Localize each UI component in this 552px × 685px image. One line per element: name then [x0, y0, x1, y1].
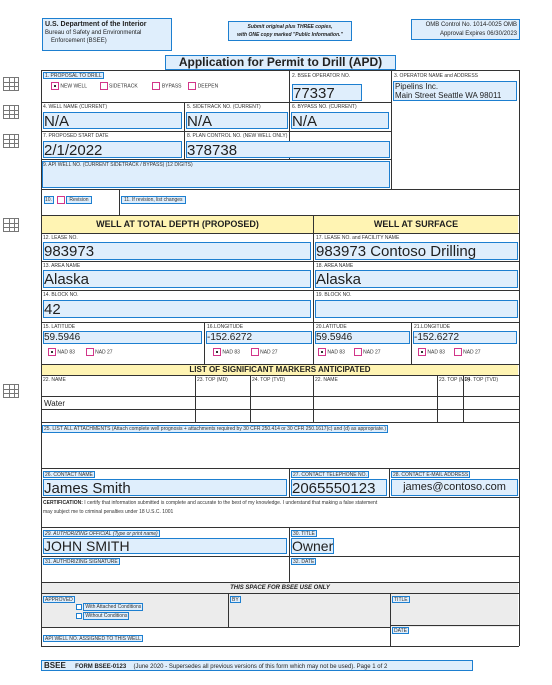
field-10-label: 10.: [44, 196, 54, 204]
certification-label: CERTIFICATION:: [43, 500, 83, 506]
line: [437, 375, 438, 422]
nad83-label: NAD 83: [327, 349, 345, 356]
contact-phone-field[interactable]: 2065550123: [291, 479, 387, 496]
surface-heading: WELL AT SURFACE: [314, 216, 518, 233]
line: [391, 70, 392, 189]
line: [519, 627, 520, 646]
official-label: 29. AUTHORIZING OFFICIAL (Type or print name): [45, 531, 158, 537]
line: [390, 625, 519, 626]
line: [41, 189, 519, 190]
line: [204, 322, 205, 364]
td-lat-field[interactable]: 59.5946: [43, 331, 202, 344]
td-lat-label: 15. LATITUDE: [43, 324, 76, 330]
operator-name-label: 3. OPERATOR NAME and ADDRESS: [394, 73, 479, 79]
nad27-label: NAD 27: [95, 349, 113, 356]
operator-address: Main Street Seattle WA 98011: [395, 91, 502, 100]
line: [390, 627, 391, 646]
marker-col-name2: 22. NAME: [315, 377, 338, 383]
dept-title: U.S. Department of the Interior: [45, 21, 147, 28]
operator-name-field[interactable]: [393, 81, 517, 101]
with-conditions-label: With Attached Conditions: [85, 604, 142, 611]
line: [41, 409, 519, 410]
surface-lease-field[interactable]: 983973 Contoso Drilling: [315, 242, 518, 260]
td-area-label: 13. AREA NAME: [43, 263, 81, 269]
td-lon-nad83-checkbox[interactable]: [213, 348, 221, 356]
nad27-label: NAD 27: [363, 349, 381, 356]
td-area-field[interactable]: Alaska: [43, 270, 311, 288]
with-conditions-checkbox[interactable]: [76, 604, 82, 610]
well-name-field[interactable]: N/A: [43, 112, 182, 129]
dept-sub1: Bureau of Safety and Environmental: [45, 30, 142, 36]
surface-lease-label: 17. LEASE NO. and FACILITY NAME: [316, 235, 400, 241]
table-icon[interactable]: [3, 384, 19, 398]
line: [41, 70, 519, 71]
api-well-label: 9. API WELL NO. (CURRENT SIDETRACK / BYPASS) (12 DIGITS): [43, 162, 193, 168]
marker-col-top-tvd: 24. TOP (TVD): [252, 377, 286, 383]
td-lease-label: 12. LEASE NO.: [43, 235, 78, 241]
markers-heading: LIST OF SIGNIFICANT MARKERS ANTICIPATED: [42, 365, 518, 375]
contact-email-field[interactable]: james@contoso.com: [391, 479, 518, 496]
contact-email-label: 28. CONTACT E-MAIL ADDRESS: [393, 472, 469, 478]
without-conditions-checkbox[interactable]: [76, 613, 82, 619]
line: [411, 322, 412, 364]
line: [41, 422, 519, 423]
bypass-no-label: 6. BYPASS NO. (CURRENT): [292, 104, 357, 110]
td-lon-field[interactable]: -152.6272: [206, 331, 312, 344]
title-field[interactable]: Owner: [292, 538, 334, 554]
surface-lat-datum: [318, 348, 381, 356]
line: [41, 102, 391, 103]
sidetrack-label: SIDETRACK: [109, 83, 138, 90]
line: [184, 102, 185, 131]
line: [41, 497, 519, 498]
omb-expires: Approval Expires 06/30/2023: [439, 31, 517, 37]
marker-col-top-md2: 23. TOP (MD): [439, 377, 470, 383]
surf-lat-nad83-checkbox[interactable]: [318, 348, 326, 356]
line: [41, 556, 519, 557]
operator-name: Pipelins Inc.: [395, 82, 439, 91]
surface-lon-datum: [418, 348, 481, 356]
sidetrack-no-label: 5. SIDETRACK NO. (CURRENT): [187, 104, 261, 110]
api-well-field[interactable]: [42, 161, 390, 188]
contact-name-label: 26. CONTACT NAME: [45, 472, 93, 478]
date-label: 32. DATE: [293, 559, 315, 565]
footer-note: (June 2020 - Supersedes all previous versions of this form which may not be used). Page 1 of 2: [133, 664, 388, 670]
form-title: Application for Permit to Drill (APD): [165, 55, 396, 70]
line: [41, 646, 519, 647]
certification-text2: may subject me to criminal penalties under 18 U.S.C. 1001: [43, 509, 174, 515]
td-lease-field[interactable]: 983973: [43, 242, 311, 260]
deepen-checkbox[interactable]: [188, 82, 196, 90]
surf-lon-nad83-checkbox[interactable]: [418, 348, 426, 356]
new-well-label: NEW WELL: [60, 83, 87, 90]
bsee-date-label: DATE: [394, 628, 407, 634]
title-label: 30. TITLE: [293, 531, 315, 537]
td-lon-nad27-checkbox[interactable]: [251, 348, 259, 356]
surface-block-label: 19. BLOCK NO.: [316, 292, 352, 298]
new-well-checkbox[interactable]: [51, 82, 59, 90]
api-assigned-label: API WELL NO. ASSIGNED TO THIS WELL: [45, 636, 141, 642]
by-label: BY: [232, 597, 239, 603]
plan-control-field[interactable]: 378738: [186, 141, 390, 158]
line: [41, 593, 519, 594]
table-icon[interactable]: [3, 77, 19, 91]
line: [389, 468, 390, 497]
line: [184, 131, 185, 159]
table-icon[interactable]: [3, 218, 19, 232]
operator-no-label: 2. BSEE OPERATOR NO.: [292, 73, 351, 79]
submit-note: [228, 21, 352, 41]
revision-checkbox[interactable]: [57, 196, 65, 204]
td-block-label: 14. BLOCK NO.: [43, 292, 79, 298]
td-lon-datum: [213, 348, 278, 356]
line: [390, 593, 391, 627]
td-lat-nad83-checkbox[interactable]: [48, 348, 56, 356]
nad83-label: NAD 83: [222, 349, 240, 356]
revision-label: Revision: [66, 196, 91, 204]
line: [41, 233, 519, 234]
without-conditions-label: Without Conditions: [85, 613, 128, 620]
marker-col-top-md: 23. TOP (MD): [197, 377, 228, 383]
line: [41, 375, 519, 376]
nad83-label: NAD 83: [57, 349, 75, 356]
approved-label: APPROVED: [45, 597, 73, 603]
line: [250, 375, 251, 422]
nad27-label: NAD 27: [463, 349, 481, 356]
surface-area-field[interactable]: Alaska: [315, 270, 518, 288]
marker-row1-name[interactable]: Water: [44, 399, 66, 408]
line: [41, 322, 519, 323]
revision-option: [57, 196, 92, 204]
proposal-options: [51, 82, 218, 90]
bsee-title-label: TITLE: [394, 597, 408, 603]
total-depth-heading: WELL AT TOTAL DEPTH (PROPOSED): [42, 216, 313, 233]
marker-col-top-tvd2: 24. TOP (TVD): [465, 377, 499, 383]
certification: [43, 500, 513, 506]
td-lat-nad27-checkbox[interactable]: [86, 348, 94, 356]
surface-block-field[interactable]: [315, 300, 518, 318]
start-date-label: 7. PROPOSED START DATE: [43, 133, 109, 139]
dept-sub2: Enforcement (BSEE): [51, 38, 107, 44]
line: [228, 593, 229, 627]
signature-label: 31. AUTHORIZING SIGNATURE: [45, 559, 118, 565]
table-icon[interactable]: [3, 134, 19, 148]
line: [41, 290, 519, 291]
without-conditions-option: [76, 613, 129, 619]
surface-lat-label: 20.LATITUDE: [316, 324, 347, 330]
td-block-field[interactable]: 42: [43, 300, 311, 318]
agency-block: [42, 18, 172, 51]
surf-lon-nad27-checkbox[interactable]: [454, 348, 462, 356]
submit-note-line2: with ONE copy marked "Public Information.": [237, 32, 343, 38]
plan-control-label: 8. PLAN CONTROL NO. (NEW WELL ONLY): [187, 133, 288, 139]
revision-changes-label[interactable]: 11. If revision, list changes: [121, 196, 186, 204]
line: [41, 627, 390, 628]
nad83-label: NAD 83: [427, 349, 445, 356]
line: [41, 131, 391, 132]
bypass-label: BYPASS: [161, 83, 182, 90]
line: [41, 627, 42, 646]
line: [289, 468, 290, 497]
line: [119, 189, 120, 215]
marker-col-name: 22. NAME: [43, 377, 66, 383]
surface-lon-field[interactable]: -152.6272: [413, 331, 517, 344]
bypass-checkbox[interactable]: [152, 82, 160, 90]
official-name-field[interactable]: JOHN SMITH: [43, 538, 287, 554]
omb-control: OMB Control No. 1014-0025 OMB: [425, 22, 517, 28]
omb-block: [411, 19, 520, 40]
surface-lon-label: 21.LONGITUDE: [414, 324, 451, 330]
surface-lat-field[interactable]: 59.5946: [315, 331, 410, 344]
well-name-label: 4. WELL NAME (CURRENT): [43, 104, 107, 110]
nad27-label: NAD 27: [260, 349, 278, 356]
sidetrack-checkbox[interactable]: [100, 82, 108, 90]
attachments-field[interactable]: 25. LIST ALL ATTACHMENTS (Attach complete well prognosis + attachments required by 30 CFR 250.414 or 30 CFR 250.1617(c) and (d) as appropriate.): [44, 426, 387, 432]
proposal-label: 1. PROPOSAL TO DRILL: [45, 73, 102, 79]
with-conditions-option: [76, 604, 143, 610]
bsee-use-heading: THIS SPACE FOR BSEE USE ONLY: [230, 585, 330, 591]
bypass-no-field[interactable]: N/A: [291, 112, 389, 129]
line: [41, 527, 519, 528]
line: [519, 70, 520, 627]
surf-lat-nad27-checkbox[interactable]: [354, 348, 362, 356]
surface-area-label: 18. AREA NAME: [316, 263, 354, 269]
table-icon[interactable]: [3, 105, 19, 119]
line: [41, 468, 519, 469]
line: [195, 375, 196, 422]
line: [289, 527, 290, 582]
line: [313, 375, 314, 422]
sidetrack-no-field[interactable]: N/A: [186, 112, 288, 129]
certification-text1: I certify that information submitted is complete and accurate to the best of my knowledge. I understand that making a false statement: [84, 500, 378, 506]
start-date-field[interactable]: 2/1/2022: [43, 141, 182, 158]
submit-note-line1: Submit original plus THREE copies,: [247, 24, 333, 30]
line: [41, 396, 519, 397]
operator-no-field[interactable]: 77337: [292, 84, 362, 101]
contact-phone-label: 27. CONTACT TELEPHONE NO.: [293, 472, 367, 478]
line: [41, 70, 42, 627]
deepen-label: DEEPEN: [197, 83, 219, 90]
footer-agency: BSEE: [44, 661, 66, 670]
footer: [41, 660, 473, 671]
footer-form: FORM BSEE-0123: [75, 664, 127, 670]
line: [41, 261, 519, 262]
td-lon-label: 16.LONGITUDE: [207, 324, 244, 330]
td-lat-datum: [48, 348, 113, 356]
contact-name-field[interactable]: James Smith: [43, 479, 287, 496]
line: [41, 159, 391, 160]
